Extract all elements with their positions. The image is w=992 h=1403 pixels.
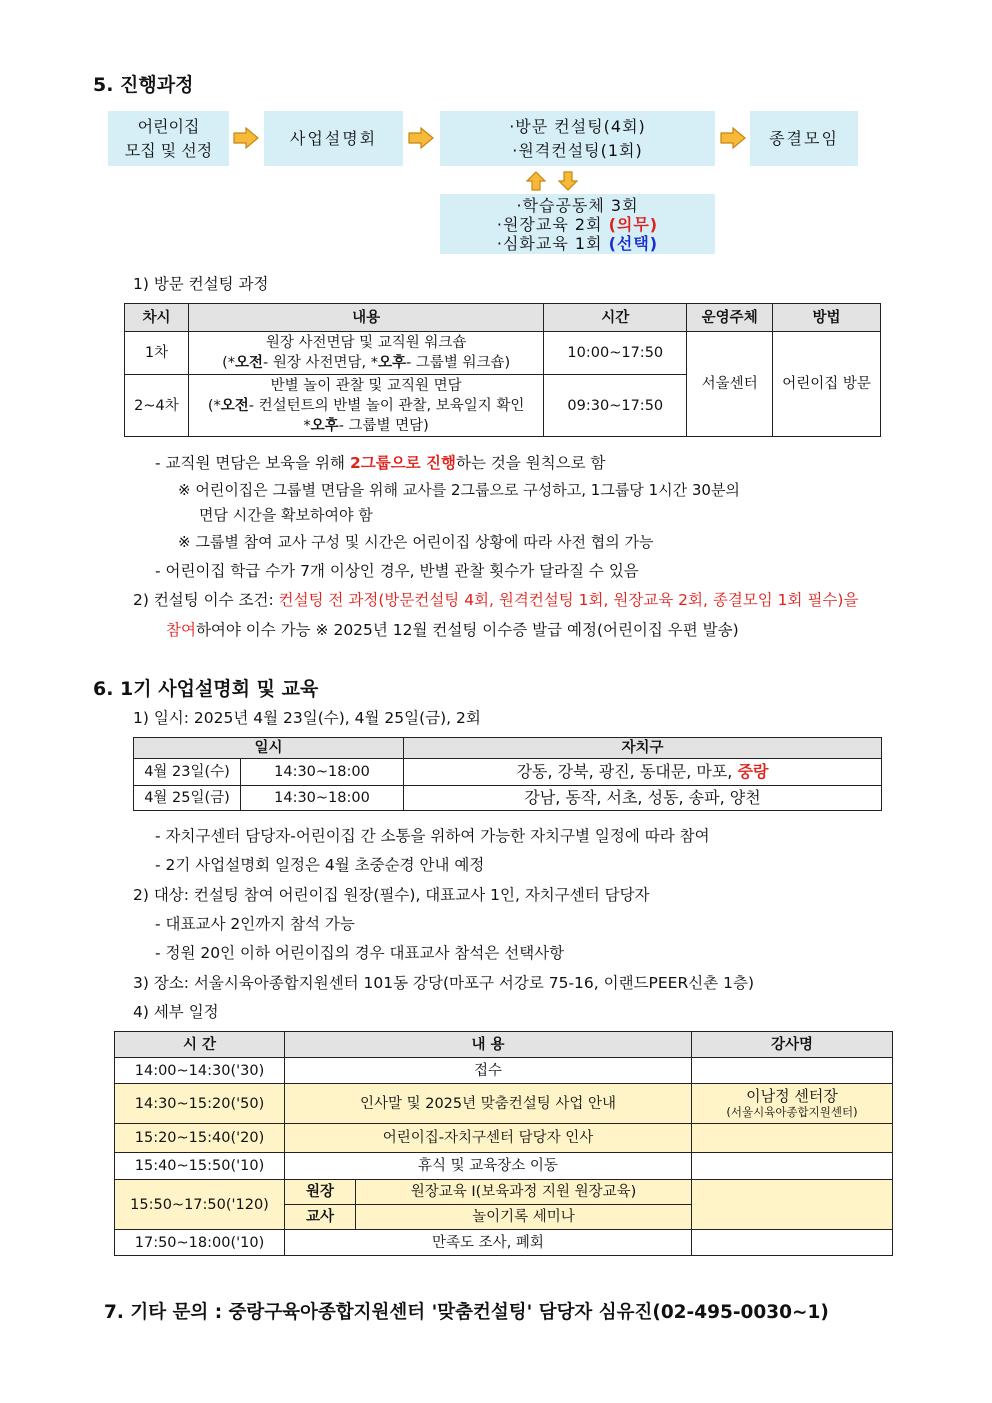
t: 하여야 이수 가능 ※ 2025년 12월 컨설팅 이수증 발급 예정(어린이집 우편 발송) <box>195 621 739 639</box>
pm-label: 오후 <box>310 417 339 434</box>
session-cell: 2~4차 <box>125 375 189 437</box>
time-cell: 14:30~18:00 <box>241 786 404 811</box>
content-cell: 놀이기록 세미나 <box>356 1205 692 1230</box>
section-6-title: 6. 1기 사업설명회 및 교육 <box>93 678 319 700</box>
participate-text: 참여 <box>166 621 196 639</box>
note-group-composition-cont: 면담 시간을 확보하여야 함 <box>199 506 373 524</box>
briefing-date: 1) 일시: 2025년 4월 23일(수), 4월 25일(금), 2회 <box>133 709 481 727</box>
time-cell: 15:50~17:50('120) <box>115 1180 285 1230</box>
content-cell: 어린이집-자치구센터 담당자 인사 <box>285 1124 692 1153</box>
section-5-title: 5. 진행과정 <box>93 74 194 96</box>
table-row <box>125 332 881 375</box>
t: - 그룹별 워크숍) <box>406 355 511 371</box>
visit-consulting-subtitle: 1) 방문 컨설팅 과정 <box>133 275 269 293</box>
time-cell: 15:40~15:50('10) <box>115 1153 285 1180</box>
optional-badge: (선택) <box>608 233 659 253</box>
content-cell: 원장교육 Ⅰ(보육과정 지원 원장교육) <box>356 1180 692 1205</box>
table-row <box>115 1230 893 1256</box>
am-label: 오전 <box>220 397 249 414</box>
table-header: 차시 <box>125 304 189 332</box>
flow-arrow-right-icon <box>233 127 259 149</box>
flow-arrow-up-icon <box>526 171 546 191</box>
visit-consulting-table <box>124 303 881 437</box>
content-line <box>189 416 543 436</box>
district-cell <box>404 759 882 786</box>
lecturer-name: 이남정 센터장 <box>746 1087 838 1105</box>
briefing-schedule-table <box>133 737 882 811</box>
venue-info: 3) 장소: 서울시육아종합지원센터 101동 강당(마포구 서강로 75-16, 이랜드PEER신촌 1층) <box>133 974 755 992</box>
mandatory-badge: (의무) <box>608 214 659 234</box>
table-row <box>134 786 882 811</box>
note-interview <box>155 451 606 473</box>
flow-arrow-right-icon <box>720 127 746 149</box>
date-cell: 4월 25일(금) <box>134 786 241 811</box>
content-cell: 접수 <box>285 1058 692 1084</box>
table-header: 운영주체 <box>687 304 773 332</box>
table-header: 시간 <box>544 304 687 332</box>
t: - 교직원 면담은 보육을 위해 <box>155 454 350 472</box>
content-cell: 만족도 조사, 폐회 <box>285 1230 692 1256</box>
table-header: 방법 <box>773 304 881 332</box>
pm-label: 오후 <box>378 355 407 371</box>
t: - 원장 사전면담, * <box>263 355 378 371</box>
flow-box-learning <box>440 194 715 254</box>
table-header: 자치구 <box>404 738 882 759</box>
flow-box-briefing-label: 사업설명회 <box>289 128 378 148</box>
flow-arrow-right-icon <box>408 127 434 149</box>
flow-box-closing-label: 종결모임 <box>769 128 839 148</box>
flow-box-learning-line2 <box>497 215 658 234</box>
content-line: 원장 사전면담 및 교직원 워크숍 <box>265 335 467 351</box>
table-header: 내용 <box>188 304 543 332</box>
flow-box-briefing <box>264 111 403 166</box>
table-row <box>134 759 882 786</box>
flow-box-learning-line1: ·학습공동체 3회 <box>516 195 639 215</box>
t: (* <box>222 355 236 371</box>
lecturer-cell <box>692 1180 893 1230</box>
content-line <box>189 353 543 373</box>
date-cell: 4월 23일(수) <box>134 759 241 786</box>
t: 하는 것을 원칙으로 함 <box>455 454 606 472</box>
lecturer-org: (서울시육아종합지원센터) <box>726 1105 858 1119</box>
content-line: 반별 놀이 관찰 및 교직원 면담 <box>270 377 462 394</box>
content-cell: 휴식 및 교육장소 이동 <box>285 1153 692 1180</box>
table-header: 시 간 <box>115 1032 285 1058</box>
time-cell: 15:20~15:40('20) <box>115 1124 285 1153</box>
lecturer-cell <box>692 1124 893 1153</box>
completion-condition-cont <box>166 618 739 640</box>
content-line <box>189 396 543 416</box>
t: (* <box>207 397 221 414</box>
flow-box-recruit <box>108 111 229 166</box>
time-cell: 09:30~17:50 <box>544 375 687 437</box>
session-cell: 1차 <box>125 332 189 375</box>
note-group-composition: ※ 어린이집은 그룹별 면담을 위해 교사를 2그룹으로 구성하고, 1그룹당 1시간 30분의 <box>178 481 740 499</box>
t: - 그룹별 면담) <box>338 417 429 434</box>
note-small-centers: - 정원 20인 이하 어린이집의 경우 대표교사 참석은 선택사항 <box>155 944 565 962</box>
principal-edu-text: ·원장교육 2회 <box>496 214 609 234</box>
method-cell: 어린이집 방문 <box>773 332 881 437</box>
lecturer-cell <box>692 1084 893 1124</box>
table-row <box>115 1084 893 1124</box>
district-cell: 강남, 동작, 서초, 성동, 송파, 양천 <box>404 786 882 811</box>
org-cell: 서울센터 <box>687 332 773 437</box>
table-header: 일시 <box>134 738 404 759</box>
completion-condition <box>133 588 858 610</box>
time-cell: 14:30~15:20('50) <box>115 1084 285 1124</box>
content-cell: 인사말 및 2025년 맞춤컨설팅 사업 안내 <box>285 1084 692 1124</box>
t: - 컨설턴트의 반별 놀이 관찰, 보육일지 확인 <box>248 397 525 414</box>
flow-arrow-down-icon <box>558 171 578 191</box>
t: * <box>303 417 311 434</box>
flow-box-consulting-line2: ·원격컨설팅(1회) <box>512 140 643 160</box>
am-label: 오전 <box>235 355 264 371</box>
table-row <box>115 1153 893 1180</box>
lecturer-cell <box>692 1058 893 1084</box>
t: 강동, 강북, 광진, 동대문, 마포, <box>516 762 738 781</box>
lecturer-cell <box>692 1153 893 1180</box>
t: 2) 컨설팅 이수 조건: <box>133 591 279 609</box>
section-7-title: 7. 기타 문의 : 중랑구육아종합지원센터 '맞춤컨설팅' 담당자 심유진(02-495-0030~1) <box>104 1302 829 1323</box>
table-row <box>115 1058 893 1084</box>
time-cell: 14:30~18:00 <box>241 759 404 786</box>
flow-box-closing <box>750 111 858 166</box>
detail-schedule-subtitle: 4) 세부 일정 <box>133 1003 219 1021</box>
time-cell: 17:50~18:00('10) <box>115 1230 285 1256</box>
completion-requirement: 컨설팅 전 과정(방문컨설팅 4회, 원격컨설팅 1회, 원장교육 2회, 종결모임 1회 필수)을 <box>278 591 859 609</box>
detail-schedule-table <box>114 1031 893 1256</box>
note-class-count: - 어린이집 학급 수가 7개 이상인 경우, 반별 관찰 횟수가 달라질 수 있음 <box>155 562 639 580</box>
note-second-briefing: - 2기 사업설명회 일정은 4월 초중순경 안내 예정 <box>155 856 485 874</box>
flow-box-learning-line3 <box>497 234 658 253</box>
time-cell: 14:00~14:30('30) <box>115 1058 285 1084</box>
highlight-two-groups: 2그룹으로 진행 <box>349 454 456 472</box>
sub-label-principal: 원장 <box>285 1180 356 1205</box>
table-header: 강사명 <box>692 1032 893 1058</box>
target-info: 2) 대상: 컨설팅 참여 어린이집 원장(필수), 대표교사 1인, 자치구센터 담당자 <box>133 886 650 904</box>
content-cell <box>188 375 543 437</box>
lecturer-cell <box>692 1230 893 1256</box>
jungnang-highlight: 중랑 <box>737 762 769 781</box>
advanced-edu-text: ·심화교육 1회 <box>496 233 609 253</box>
content-cell <box>188 332 543 375</box>
flow-box-consulting <box>440 111 715 166</box>
table-row <box>115 1124 893 1153</box>
note-district: - 자치구센터 담당자-어린이집 간 소통을 위하여 가능한 자치구별 일정에 따라 참여 <box>155 827 710 845</box>
table-header: 내 용 <box>285 1032 692 1058</box>
flow-box-recruit-line1: 어린이집 <box>137 116 200 136</box>
sub-label-teacher: 교사 <box>285 1205 356 1230</box>
flow-box-consulting-line1: ·방문 컨설팅(4회) <box>509 116 646 136</box>
flow-box-recruit-line2: 모집 및 선정 <box>124 140 213 160</box>
note-prior-consult: ※ 그룹별 참여 교사 구성 및 시간은 어린이집 상황에 따라 사전 협의 가능 <box>178 533 654 551</box>
table-row <box>115 1180 893 1205</box>
time-cell: 10:00~17:50 <box>544 332 687 375</box>
note-rep-teachers: - 대표교사 2인까지 참석 가능 <box>155 915 355 933</box>
